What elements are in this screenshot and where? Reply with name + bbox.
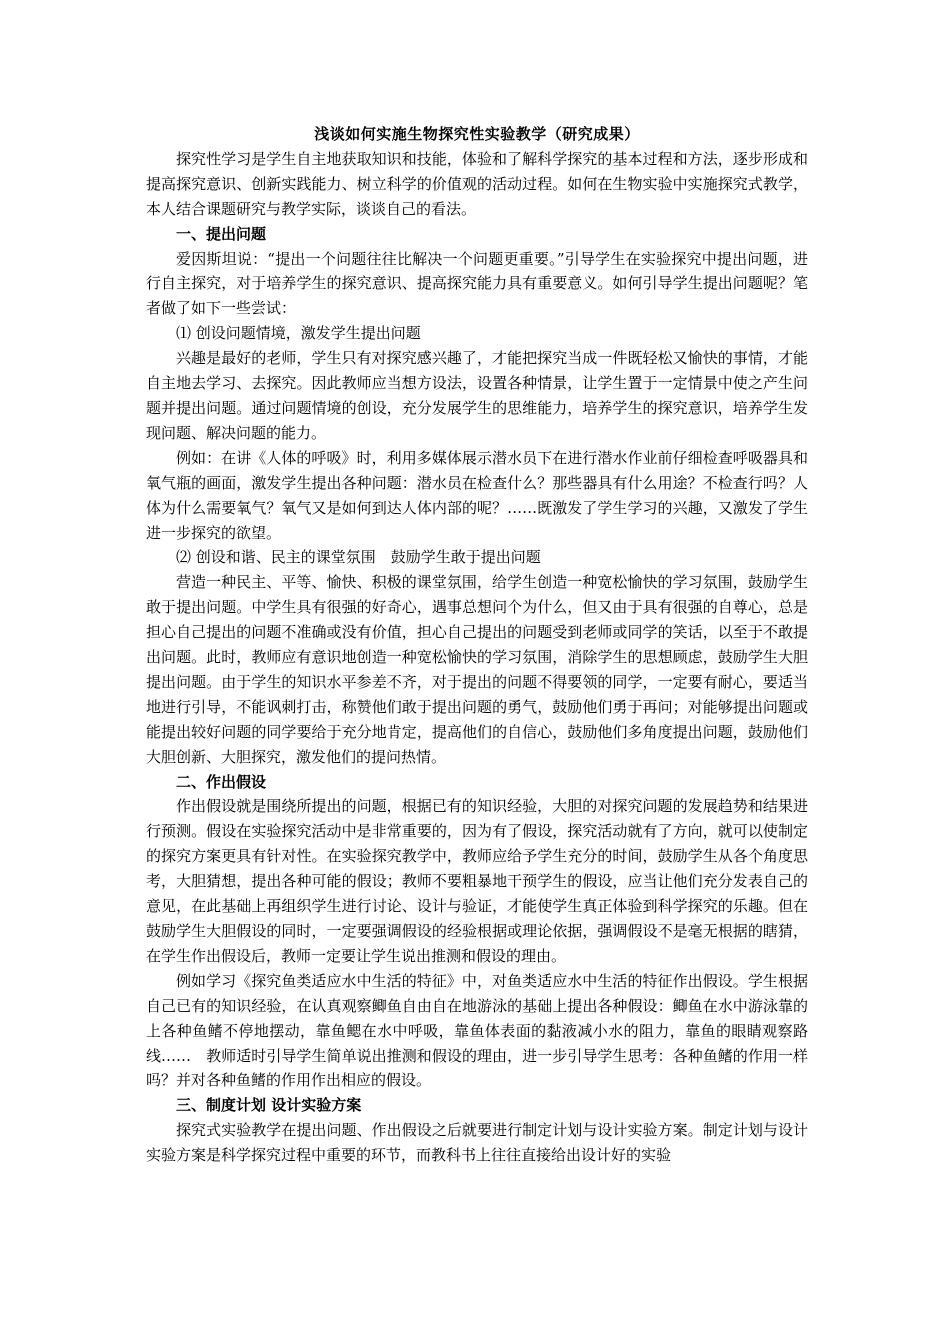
section-heading-3: 三、制度计划 设计实验方案 (176, 1096, 362, 1115)
subheading-1: ⑴ 创设问题情境，激发学生提出问题 (176, 324, 421, 343)
section1-paragraph-3: 例如：在讲《人体的呼吸》时，利用多媒体展示潜水员下在进行潜水作业前仔细检查呼吸器具和氧气瓶的画面，激发学生提出各种问题：潜水员在检查什么？那些器具有什么用途？不检查行吗？人体为什么需要氧气？氧气又是如何到达人体内部的呢？……既激发了学生学习的兴趣，又激发了学生进一步探究的欲望。 (146, 448, 808, 542)
subheading-2: ⑵ 创设和谐、民主的课堂氛围 鼓励学生敢于提出问题 (176, 548, 541, 567)
section1-paragraph-4: 营造一种民主、平等、愉快、积极的课堂氛围，给学生创造一种宽松愉快的学习氛围，鼓励学生敢于提出问题。中学生具有很强的好奇心，遇事总想问个为什么，但又由于具有很强的自尊心，总是担心自己提出的问题不准确或没有价值，担心自己提出的问题受到老师或同学的笑话，以至于不敢提出问题。此时，教师应有意识地创造一种宽松愉快的学习氛围，消除学生的思想顾虑，鼓励学生大胆提出问题。由于学生的知识水平参差不齐，对于提出的问题不得要领的同学，一定要有耐心，要适当地进行引导，不能讽刺打击，称赞他们敢于提出问题的勇气，鼓励他们勇于再问；对能够提出问题或能提出较好问题的同学要给于充分地肯定，提高他们的自信心，鼓励他们多角度提出问题，鼓励他们大胆创新、大胆探究，激发他们的提问热情。 (146, 573, 808, 766)
section2-paragraph-2: 例如学习《探究鱼类适应水中生活的特征》中，对鱼类适应水中生活的特征作出假设。学生根据自己已有的知识经验，在认真观察鲫鱼自由自在地游泳的基础上提出各种假设：鲫鱼在水中游泳靠的上各种鱼鳍不停地摆动，靠鱼鳃在水中呼吸，靠鱼体表面的黏液减小水的阻力，靠鱼的眼睛观察路线…… 教师适时引导学生简单说出推测和假设的理由，进一步引导学生思考：各种鱼鳍的作用一样吗？并对各种鱼鳍的作用作出相应的假设。 (146, 971, 808, 1090)
section2-paragraph-1: 作出假设就是围绕所提出的问题，根据已有的知识经验，大胆的对探究问题的发展趋势和结果进行预测。假设在实验探究活动中是非常重要的，因为有了假设，探究活动就有了方向，就可以使制定的探究方案更具有针对性。在实验探究教学中，教师应给予学生充分的时间，鼓励学生从各个角度思考，大胆猜想，提出各种可能的假设；教师不要粗暴地干预学生的假设，应当让他们充分发表自己的意见，在此基础上再组织学生进行讨论、设计与验证，才能使学生真正体验到科学探究的乐趣。但在鼓励学生大胆假设的同时，一定要强调假设的经验根据或理论依据，强调假设不是毫无根据的瞎猜，在学生作出假设后，教师一定要让学生说出推测和假设的理由。 (146, 797, 808, 965)
section-heading-1: 一、提出问题 (176, 224, 267, 243)
document-title: 浅谈如何实施生物探究性实验教学（研究成果） (314, 125, 640, 143)
section1-paragraph-1: 爱因斯坦说：“提出一个问题往往比解决一个问题更重要。”引导学生在实验探究中提出问题，进行自主探究，对于培养学生的探究意识、提高探究能力具有重要意义。如何引导学生提出问题呢？笔者做了如下一些尝试： (146, 249, 808, 318)
section3-paragraph-1: 探究式实验教学在提出问题、作出假设之后就要进行制定计划与设计实验方案。制定计划与设计实验方案是科学探究过程中重要的环节，而教科书上往往直接给出设计好的实验 (146, 1121, 808, 1165)
section-heading-2: 二、作出假设 (176, 772, 267, 791)
document-page (146, 122, 808, 1168)
intro-paragraph: 探究性学习是学生自主地获取知识和技能，体验和了解科学探究的基本过程和方法，逐步形成和提高探究意识、创新实践能力、树立科学的价值观的活动过程。如何在生物实验中实施探究式教学，本人结合课题研究与教学实际，谈谈自己的看法。 (146, 149, 808, 218)
section1-paragraph-2: 兴趣是最好的老师，学生只有对探究感兴趣了，才能把探究当成一件既轻松又愉快的事情，才能自主地去学习、去探究。因此教师应当想方设法，设置各种情景，让学生置于一定情景中使之产生问题并提出问题。通过问题情境的创设，充分发展学生的思维能力，培养学生的探究意识，培养学生发现问题、解决问题的能力。 (146, 349, 808, 442)
